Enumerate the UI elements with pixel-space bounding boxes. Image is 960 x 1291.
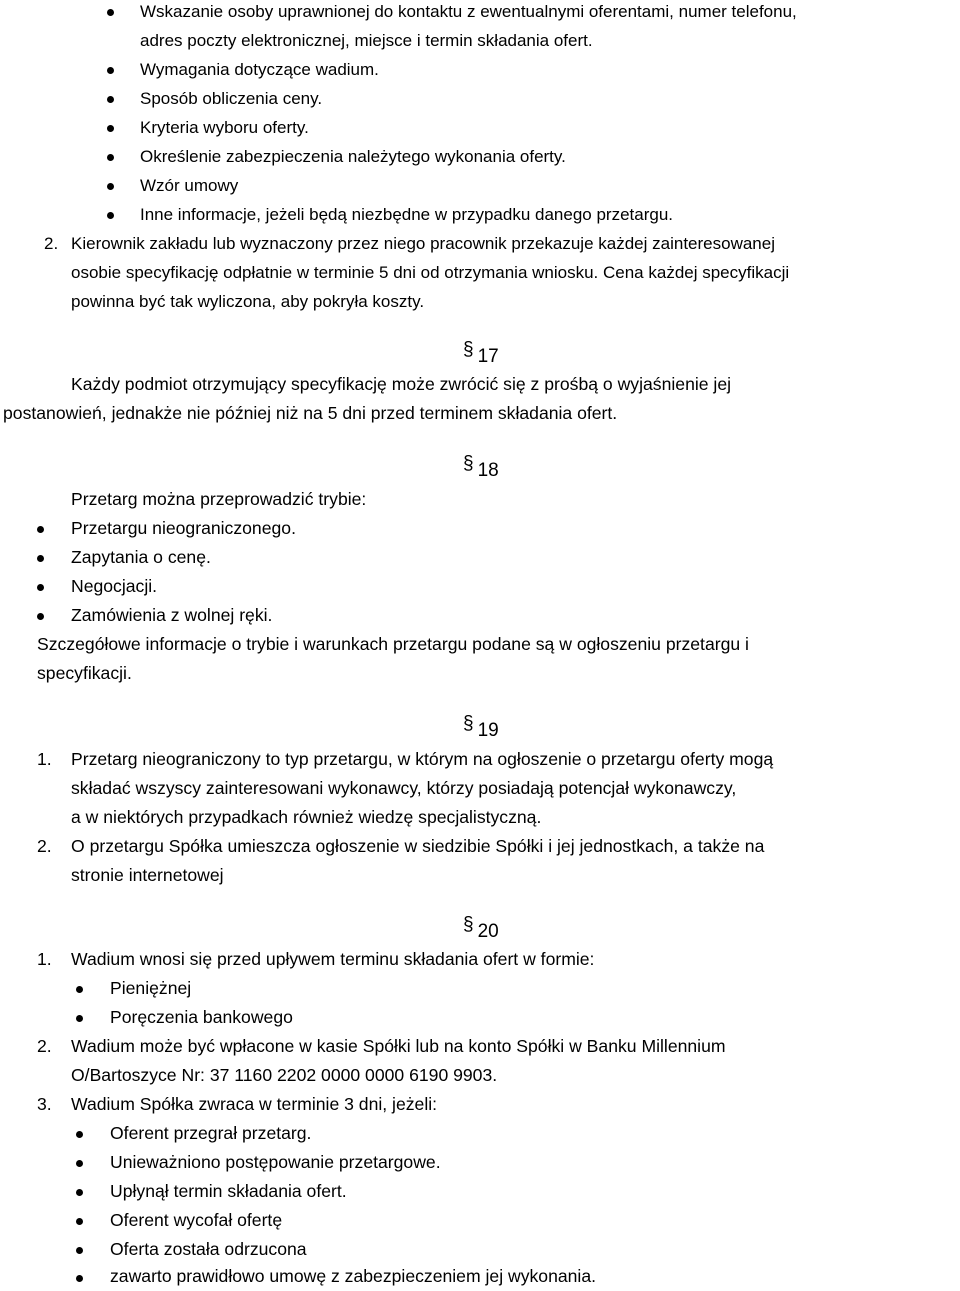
section-number: 20 <box>477 921 499 942</box>
bullet-icon <box>76 1131 83 1138</box>
bullet-icon <box>37 526 44 533</box>
bullet-icon <box>107 9 114 16</box>
section-number: 17 <box>477 346 499 367</box>
section-sign: § <box>463 914 474 935</box>
list-item: Wskazanie osoby uprawnionej do kontaktu z ewentualnymi oferentami, numer telefonu, <box>140 2 797 21</box>
bullet-icon <box>76 1247 83 1254</box>
list-item: Wymagania dotyczące wadium. <box>140 60 379 79</box>
section-sign: § <box>463 339 474 360</box>
paragraph-line: powinna być tak wyliczona, aby pokryła koszty. <box>71 292 425 311</box>
bullet-icon <box>37 584 44 591</box>
bullet-icon <box>76 1015 83 1022</box>
list-number: 3. <box>37 1094 52 1114</box>
paragraph-line: Każdy podmiot otrzymujący specyfikację może zwrócić się z prośbą o wyjaśnienie jej <box>71 374 732 394</box>
section-heading-18 <box>463 453 499 485</box>
list-item: Negocjacji. <box>71 576 158 596</box>
bullet-icon <box>76 1218 83 1225</box>
list-number: 1. <box>37 749 52 769</box>
section-heading-20 <box>463 914 499 946</box>
list-item: Inne informacje, jeżeli będą niezbędne w przypadku danego przetargu. <box>140 205 674 224</box>
paragraph-line: Wadium może być wpłacone w kasie Spółki lub na konto Spółki w Banku Millennium <box>71 1036 726 1056</box>
section-heading-17 <box>463 339 499 371</box>
paragraph-line: specyfikacji. <box>37 663 132 683</box>
list-item: Wzór umowy <box>140 176 239 195</box>
section-number: 19 <box>477 720 499 741</box>
list-item-continuation: adres poczty elektronicznej, miejsce i termin składania ofert. <box>140 31 593 50</box>
section-sign: § <box>463 713 474 734</box>
bullet-icon <box>76 1160 83 1167</box>
bullet-icon <box>76 986 83 993</box>
list-item: Zamówienia z wolnej ręki. <box>71 605 273 625</box>
list-number: 2. <box>44 234 59 253</box>
bullet-icon <box>76 1189 83 1196</box>
paragraph-line: O przetargu Spółka umieszcza ogłoszenie w siedzibie Spółki i jej jednostkach, a także na <box>71 836 765 856</box>
paragraph-line: Przetarg nieograniczony to typ przetargu, w którym na ogłoszenie o przetargu oferty mogą <box>71 749 774 769</box>
paragraph-line: Szczegółowe informacje o trybie i warunkach przetargu podane są w ogłoszeniu przetargu i <box>37 634 749 654</box>
paragraph-line: Wadium Spółka zwraca w terminie 3 dni, jeżeli: <box>71 1094 438 1114</box>
bullet-icon <box>107 212 114 219</box>
bullet-icon <box>76 1275 83 1282</box>
list-item: Zapytania o cenę. <box>71 547 211 567</box>
list-item: Pieniężnej <box>110 978 192 998</box>
list-item: Oferent wycofał ofertę <box>110 1210 283 1230</box>
paragraph-line: składać wszyscy zainteresowani wykonawcy, którzy posiadają potencjał wykonawczy, <box>71 778 737 798</box>
list-number: 1. <box>37 949 52 969</box>
bullet-icon <box>107 67 114 74</box>
paragraph-line: stronie internetowej <box>71 865 224 885</box>
list-item: Oferent przegrał przetarg. <box>110 1123 312 1143</box>
section-sign: § <box>463 453 474 474</box>
list-item: Sposób obliczenia ceny. <box>140 89 323 108</box>
paragraph-line: a w niektórych przypadkach również wiedzę specjalistyczną. <box>71 807 542 827</box>
list-number: 2. <box>37 1036 52 1056</box>
list-item: Unieważniono postępowanie przetargowe. <box>110 1152 441 1172</box>
list-item: Określenie zabezpieczenia należytego wykonania oferty. <box>140 147 566 166</box>
list-item: Kryteria wyboru oferty. <box>140 118 309 137</box>
section-number: 18 <box>477 460 499 481</box>
bullet-icon <box>107 183 114 190</box>
paragraph-line: Przetarg można przeprowadzić trybie: <box>71 489 367 509</box>
paragraph-line: Wadium wnosi się przed upływem terminu składania ofert w formie: <box>71 949 595 969</box>
list-item: zawarto prawidłowo umowę z zabezpieczeniem jej wykonania. <box>110 1266 597 1286</box>
paragraph-line: postanowień, jednakże nie później niż na 5 dni przed terminem składania ofert. <box>3 403 618 423</box>
bullet-icon <box>107 96 114 103</box>
list-item: Upłynął termin składania ofert. <box>110 1181 347 1201</box>
bullet-icon <box>107 125 114 132</box>
list-item: Poręczenia bankowego <box>110 1007 293 1027</box>
bullet-icon <box>107 154 114 161</box>
section-heading-19 <box>463 713 499 745</box>
list-item: Oferta została odrzucona <box>110 1239 307 1259</box>
list-number: 2. <box>37 836 52 856</box>
paragraph-line: O/Bartoszyce Nr: 37 1160 2202 0000 0000 6190 9903. <box>71 1065 498 1085</box>
paragraph-line: osobie specyfikację odpłatnie w terminie 5 dni od otrzymania wniosku. Cena każdej specyfikacji <box>71 263 790 282</box>
bullet-icon <box>37 613 44 620</box>
paragraph-line: Kierownik zakładu lub wyznaczony przez niego pracownik przekazuje każdej zainteresowanej <box>71 234 775 253</box>
bullet-icon <box>37 555 44 562</box>
list-item: Przetargu nieograniczonego. <box>71 518 296 538</box>
